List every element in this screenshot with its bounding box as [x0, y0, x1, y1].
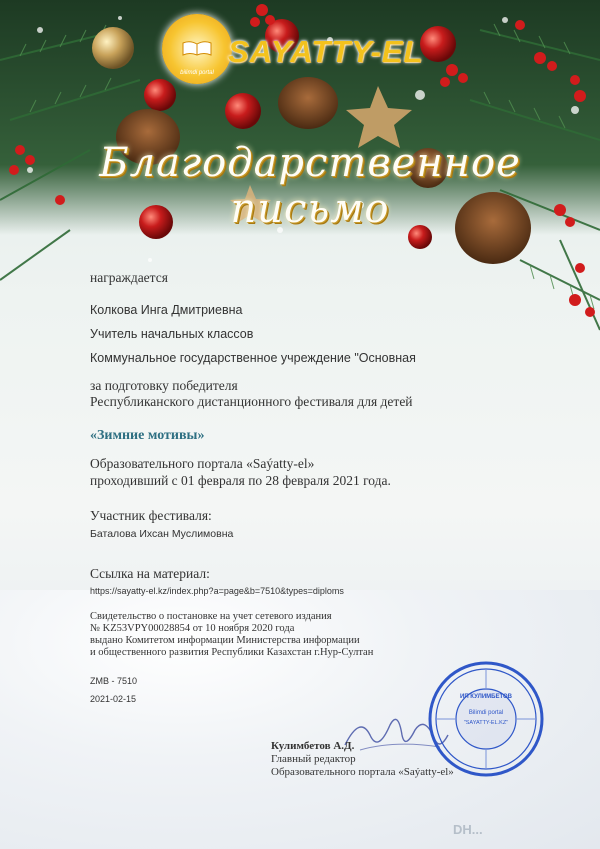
- book-icon: [182, 40, 212, 56]
- signer-name: Кулимбетов А.Д.: [271, 740, 355, 752]
- participant-name: Баталова Ихсан Муслимовна: [90, 528, 234, 540]
- stamp-inner-2: "SAYATTY-EL.KZ": [463, 720, 509, 726]
- registration-line-2: № KZ53VPY00028854 от 10 ноября 2020 года: [90, 623, 295, 634]
- certificate-title: Благодарственное письмо: [99, 140, 521, 232]
- material-label: Ссылка на материал:: [90, 566, 210, 581]
- stamp-inner-1: Bilimdi portal: [468, 710, 504, 716]
- portal-line-1: Образовательного портала «Saýatty-el»: [90, 456, 315, 471]
- signer-org: Образовательного портала «Saýatty-el»: [271, 766, 454, 778]
- recipient-name: Колкова Инга Дмитриевна: [90, 303, 243, 317]
- stamp-company: ИП КУЛИМБЕТОВ: [460, 694, 512, 700]
- registration-line-4: и общественного развития Республики Казахстан г.Нур-Султан: [90, 647, 374, 658]
- reason-line-1: за подготовку победителя: [90, 378, 238, 393]
- watermark: DH...: [453, 822, 483, 837]
- signature-block: [271, 740, 454, 779]
- document-date: 2021-02-15: [90, 694, 137, 704]
- recipient-organization: Коммунальное государственное учреждение "Основная: [90, 351, 416, 365]
- registration-line-3: выдано Комитетом информации Министерства информации: [90, 635, 360, 646]
- logo-tagline: bilimdi portal: [180, 70, 214, 76]
- portal-line-2: проходивший с 01 февраля по 28 февраля 2021 года.: [90, 473, 391, 488]
- awarded-label: награждается: [90, 270, 168, 285]
- logo-name: SAYATTY-EL: [228, 34, 424, 69]
- signer-role: Главный редактор: [271, 753, 356, 765]
- material-link[interactable]: https://sayatty-el.kz/index.php?a=page&b=7510&types=diploms: [90, 586, 344, 596]
- recipient-position: Учитель начальных классов: [90, 327, 254, 341]
- festival-name: «Зимние мотивы»: [90, 428, 205, 443]
- participant-label: Участник фестиваля:: [90, 508, 212, 523]
- registration-line-1: Свидетельство о постановке на учет сетевого издания: [90, 611, 332, 622]
- gold-ball: [92, 27, 134, 69]
- document-code: ZMB - 7510: [90, 676, 138, 686]
- reason-line-2: Республиканского дистанционного фестиваля для детей: [90, 394, 413, 409]
- portal-logo: [162, 14, 462, 94]
- red-ball: [225, 93, 261, 129]
